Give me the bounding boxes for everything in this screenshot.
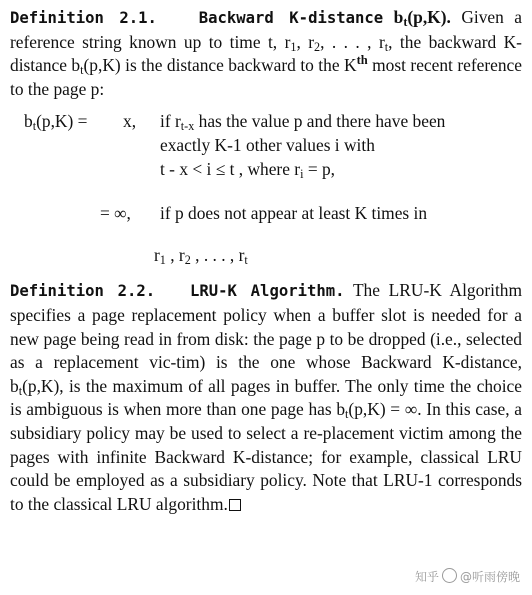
- paper-page: [10, 6, 522, 516]
- zhihu-logo-icon: [442, 568, 457, 583]
- definition-2-1: [10, 6, 522, 101]
- definition-2-1-intro: Given a reference string known up to time t, $r_1$, $r_2$, . . . , $r_t$, the backward K-distance $b_t(p,K)$ is the distance backward to the $K^{th}$ most recent reference to the page p:: [10, 7, 522, 99]
- formula-case2-value: = ∞,: [100, 203, 131, 224]
- formula-lhs: $b_t(p,K)$ =: [24, 111, 88, 134]
- definition-2-1-symbol: $b_t(p,K)$.: [393, 7, 451, 30]
- formula-case2-condition-line1: if p does not appear at least K times in: [160, 203, 428, 224]
- definition-2-1-label: Definition 2.1.: [10, 9, 157, 27]
- formula-case1-value: x,: [123, 111, 137, 132]
- formula-case2-condition-line2: $r_1$ , $r_2$ , . . . , $r_t$: [154, 245, 248, 268]
- watermark-author: @听雨傍晚: [459, 570, 520, 584]
- qed-square-icon: [229, 499, 241, 511]
- definition-2-1-title: Backward K-distance: [198, 9, 384, 27]
- definition-2-2-label: Definition 2.2.: [10, 282, 156, 301]
- formula-case1-condition-line1: if $r_{t-x}$ has the value p and there have been: [160, 111, 446, 134]
- formula-case1-condition-line2: exactly K-1 other values i with: [160, 135, 375, 156]
- backward-k-distance-formula: [10, 111, 522, 279]
- definition-2-2-title: LRU-K Algorithm.: [189, 282, 345, 301]
- formula-case1-condition-line3: t - x < i ≤ t , where $r_i = p$,: [160, 159, 336, 182]
- watermark: [415, 568, 520, 585]
- definition-2-2-body: The LRU-K Algorithm specifies a page replacement policy when a buffer slot is needed for a new page being read in from disk: the page p to be dropped (i.e., selected as a replacement vic-tim) is the one whose Backward K-distance, $b_t(p,K)$, is the maximum of all pages in buffer. The only time the choice is ambiguous is when more than one page has $b_t(p,K)$ = ∞. In this case, a subsidiary policy may be used to select a re-placement victim among the pages with infinite Backward K-distance; for example, classical LRU could be employed as a subsidiary policy. Note that LRU-1 corresponds to the classical LRU algorithm.: [10, 280, 522, 514]
- definition-2-2: [10, 279, 522, 516]
- watermark-site: 知乎: [414, 570, 439, 584]
